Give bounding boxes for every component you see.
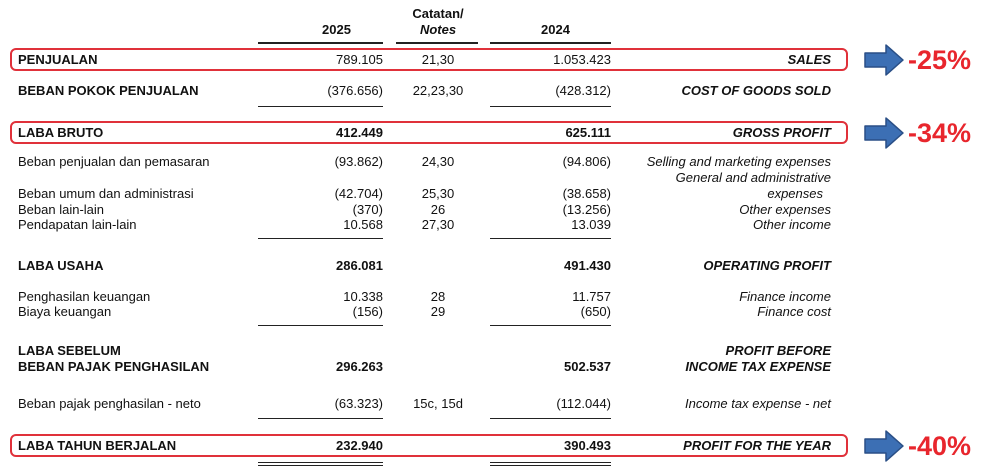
value-2024-finance-income: 11.757 — [572, 289, 611, 304]
header-rule-2025 — [258, 42, 383, 44]
value-2024-cogs: (428.312) — [555, 83, 611, 98]
label-pbt-line2: BEBAN PAJAK PENGHASILAN — [18, 359, 210, 374]
value-2024-finance-cost: (650) — [580, 304, 611, 319]
english-operating-profit: OPERATING PROFIT — [703, 258, 831, 273]
value-2025-cogs: (376.656) — [327, 83, 383, 98]
value-2024-selling: (94.806) — [562, 154, 611, 169]
english-cogs: COST OF GOODS SOLD — [681, 83, 831, 98]
notes-sales: 21,30 — [421, 52, 455, 67]
english-finance-cost: Finance cost — [757, 304, 831, 319]
notes-income-tax: 15c, 15d — [413, 396, 463, 411]
value-2025-other-expenses: (370) — [352, 202, 383, 217]
label-finance-income: Penghasilan keuangan — [18, 289, 151, 304]
label-profit-year: LABA TAHUN BERJALAN — [18, 438, 177, 453]
label-operating-profit: LABA USAHA — [18, 258, 104, 273]
percent-change-gross-profit: -34% — [908, 118, 972, 148]
header-rule-notes — [396, 42, 478, 44]
value-2025-finance-cost: (156) — [352, 304, 383, 319]
english-gross-profit: GROSS PROFIT — [732, 125, 831, 140]
final-rule-2024-a — [490, 462, 611, 463]
english-income-tax: Income tax expense - net — [685, 396, 831, 411]
subtotal-rule-2025 — [258, 418, 383, 419]
notes-general-admin: 25,30 — [421, 186, 455, 201]
header-rule-2024 — [490, 42, 611, 44]
label-other-expenses: Beban lain-lain — [18, 202, 105, 217]
header-2025: 2025 — [322, 22, 351, 37]
header-2024: 2024 — [541, 22, 570, 37]
label-general-admin: Beban umum dan administrasi — [18, 186, 194, 201]
value-2025-finance-income: 10.338 — [343, 289, 383, 304]
value-2025-general-admin: (42.704) — [334, 186, 383, 201]
english-general-line2: expenses — [767, 186, 823, 201]
english-profit-year: PROFIT FOR THE YEAR — [683, 438, 831, 453]
header-notes-line1: Catatan/ — [412, 6, 464, 21]
subtotal-rule-2024 — [490, 418, 611, 419]
notes-finance-income: 28 — [430, 289, 446, 304]
value-2025-sales: 789.105 — [336, 52, 383, 67]
value-2024-other-income: 13.039 — [571, 217, 611, 232]
subtotal-rule-2025 — [258, 325, 383, 326]
english-other-expenses: Other expenses — [739, 202, 831, 217]
arrow-right-icon — [864, 430, 904, 462]
label-income-tax: Beban pajak penghasilan - neto — [18, 396, 201, 411]
final-rule-2025-a — [258, 462, 383, 463]
notes-cogs: 22,23,30 — [412, 83, 464, 98]
value-2024-income-tax: (112.044) — [556, 396, 611, 411]
percent-change-sales: -25% — [908, 45, 972, 75]
subtotal-rule-2024 — [490, 106, 611, 107]
value-2024-profit-year: 390.493 — [564, 438, 611, 453]
label-selling: Beban penjualan dan pemasaran — [18, 154, 210, 169]
value-2024-general-admin: (38.658) — [562, 186, 611, 201]
subtotal-rule-2024 — [490, 238, 611, 239]
label-pbt-line1: LABA SEBELUM — [18, 343, 121, 358]
value-2024-operating-profit: 491.430 — [564, 258, 611, 273]
value-2025-selling: (93.862) — [334, 154, 383, 169]
label-sales: PENJUALAN — [18, 52, 98, 67]
subtotal-rule-2025 — [258, 106, 383, 107]
english-pbt-line2: INCOME TAX EXPENSE — [685, 359, 831, 374]
header-notes-line2: Notes — [419, 22, 457, 37]
subtotal-rule-2025 — [258, 238, 383, 239]
label-cogs: BEBAN POKOK PENJUALAN — [18, 83, 199, 98]
final-rule-2025-b — [258, 465, 383, 466]
arrow-right-icon — [864, 117, 904, 149]
arrow-right-icon — [864, 44, 904, 76]
value-2024-other-expenses: (13.256) — [562, 202, 611, 217]
english-sales: SALES — [787, 52, 831, 67]
subtotal-rule-2024 — [490, 325, 611, 326]
percent-change-profit-year: -40% — [908, 431, 972, 461]
notes-selling: 24,30 — [421, 154, 455, 169]
value-2024-sales: 1.053.423 — [553, 52, 611, 67]
value-2025-pbt: 296.263 — [336, 359, 383, 374]
final-rule-2024-b — [490, 465, 611, 466]
english-general-line1: General and administrative — [675, 170, 831, 185]
notes-other-income: 27,30 — [421, 217, 455, 232]
value-2025-operating-profit: 286.081 — [336, 258, 383, 273]
value-2025-other-income: 10.568 — [343, 217, 383, 232]
label-finance-cost: Biaya keuangan — [18, 304, 112, 319]
notes-finance-cost: 29 — [430, 304, 446, 319]
english-pbt-line1: PROFIT BEFORE — [725, 343, 831, 358]
english-other-income: Other income — [752, 217, 831, 232]
value-2024-gross-profit: 625.111 — [565, 125, 611, 140]
value-2025-gross-profit: 412.449 — [336, 125, 383, 140]
value-2025-income-tax: (63.323) — [334, 396, 383, 411]
label-gross-profit: LABA BRUTO — [18, 125, 104, 140]
english-selling: Selling and marketing expenses — [646, 154, 831, 169]
notes-other-expenses: 26 — [430, 202, 446, 217]
english-finance-income: Finance income — [739, 289, 831, 304]
value-2024-pbt: 502.537 — [564, 359, 611, 374]
value-2025-profit-year: 232.940 — [336, 438, 383, 453]
label-other-income: Pendapatan lain-lain — [18, 217, 137, 232]
